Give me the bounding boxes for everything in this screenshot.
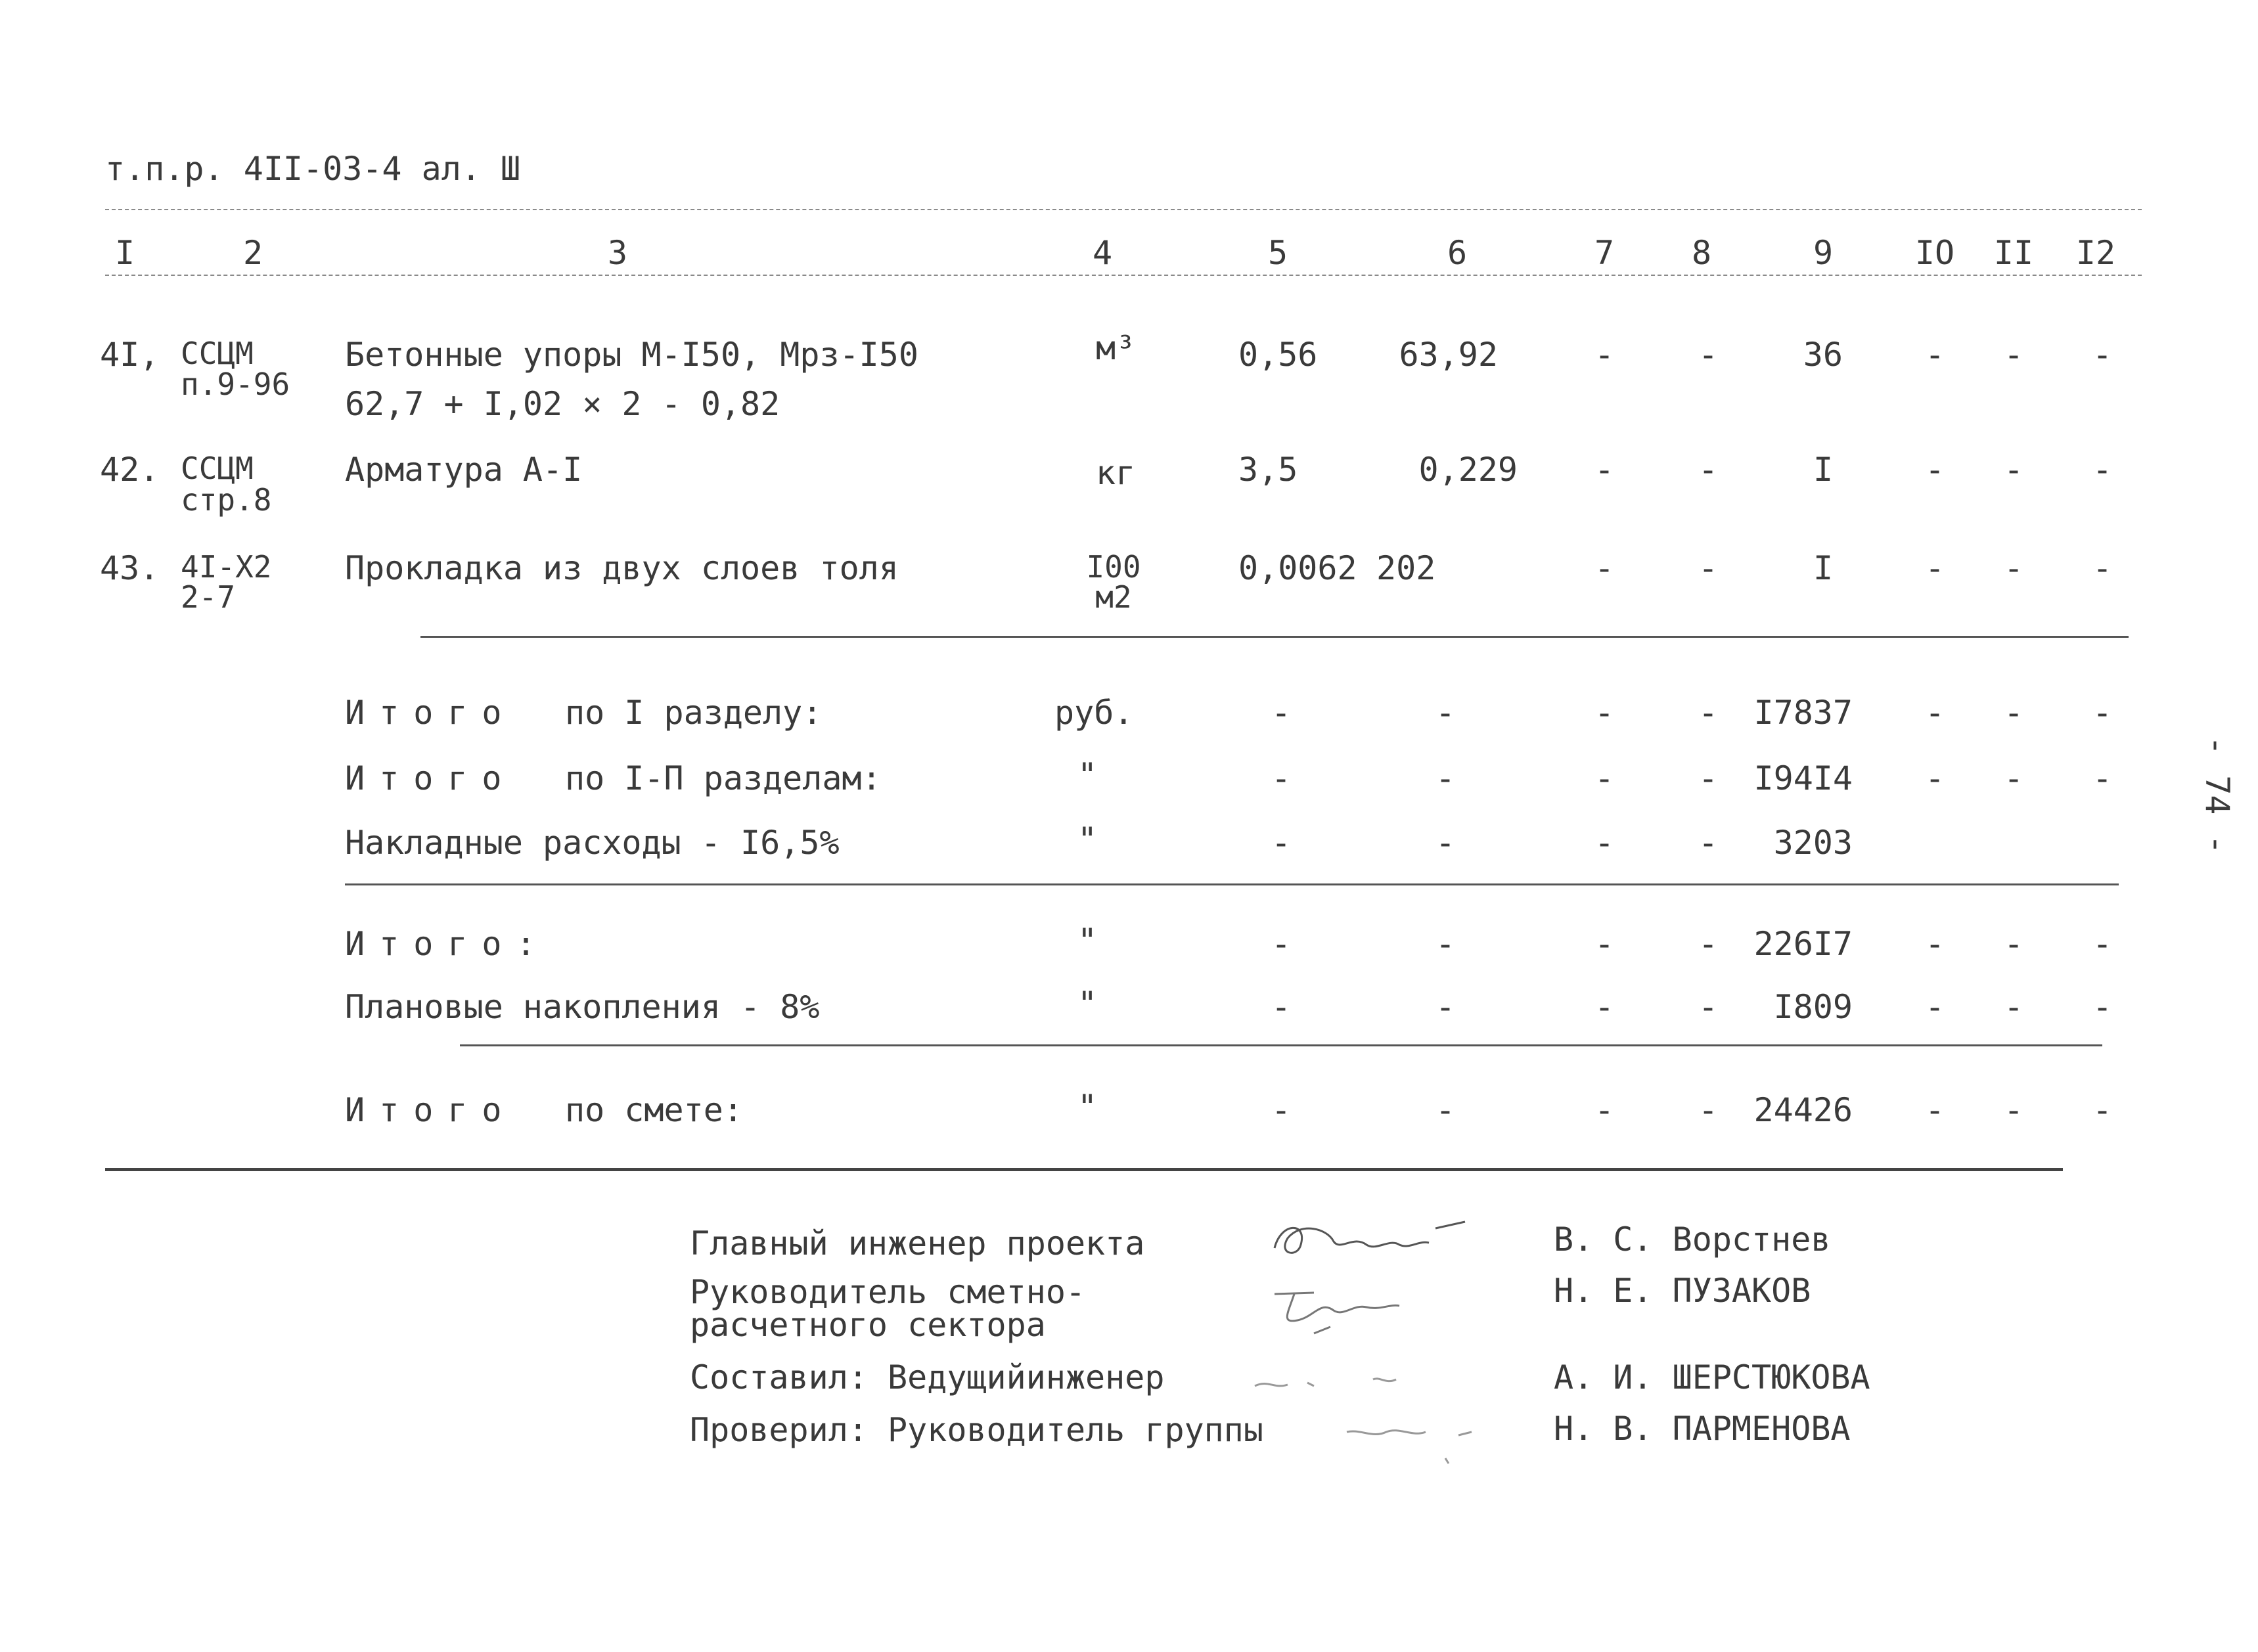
col-num-7: 7	[1594, 234, 1615, 272]
summary-col5: -	[1271, 824, 1292, 862]
row-unit: I00	[1086, 549, 1141, 585]
row-price: 63,92	[1399, 336, 1498, 374]
summary-unit: "	[1077, 985, 1098, 1023]
summary-col6: -	[1435, 759, 1456, 797]
summary-col5: -	[1271, 1091, 1292, 1129]
summary-col6: -	[1435, 925, 1456, 963]
summary-col7: -	[1594, 759, 1615, 797]
row-col10: -	[1924, 451, 1945, 489]
summary-col7: -	[1594, 988, 1615, 1026]
summary-col11: -	[2003, 759, 2024, 797]
row-col10: -	[1924, 336, 1945, 374]
summary-col9: I94I4	[1753, 759, 1853, 797]
summary-label: Плановые накопления - 8%	[345, 988, 820, 1026]
row-name: Арматура А-I	[345, 451, 583, 489]
row-col12: -	[2092, 451, 2113, 489]
summary-col11: -	[2003, 694, 2024, 732]
row-unit: м³	[1096, 329, 1136, 367]
row-reference: 4I-Х2	[181, 549, 272, 585]
summary-col8: -	[1698, 925, 1719, 963]
summary-col7: -	[1594, 925, 1615, 963]
row-col9: I	[1813, 549, 1834, 587]
col-num-2: 2	[242, 234, 263, 272]
summary-label-main: Итого	[345, 759, 516, 797]
header-rule	[105, 209, 2142, 210]
row-col8: -	[1698, 451, 1719, 489]
row-reference: ССЦМ	[181, 451, 254, 486]
row-quantity: 3,5	[1238, 451, 1298, 489]
summary-unit: "	[1077, 756, 1098, 794]
page-number: - 74 -	[2198, 736, 2236, 855]
summary-col6: -	[1435, 694, 1456, 732]
summary-col5: -	[1271, 694, 1292, 732]
summary-col10: -	[1924, 1091, 1945, 1129]
summary-col6: -	[1435, 824, 1456, 862]
row-col9: 36	[1803, 336, 1843, 374]
signature-role: Проверил: Руководитель группы	[690, 1411, 1263, 1449]
summary-label-main: Итого	[345, 1091, 516, 1129]
summary-col10: -	[1924, 759, 1945, 797]
items-total-rule	[420, 636, 2129, 638]
row-number: 42.	[100, 451, 160, 489]
col-num-4: 4	[1092, 234, 1113, 272]
summary-col5: -	[1271, 988, 1292, 1026]
row-col7: -	[1594, 336, 1615, 374]
summary-col8: -	[1698, 988, 1719, 1026]
row-number: 43.	[100, 549, 160, 587]
col-num-10: IO	[1914, 234, 1955, 272]
summary-col8: -	[1698, 694, 1719, 732]
signature-name: А. И. ШЕРСТЮКОВА	[1554, 1358, 1870, 1396]
col-num-12: I2	[2075, 234, 2116, 272]
summary-col10: -	[1924, 694, 1945, 732]
summary-col9: 226I7	[1753, 925, 1853, 963]
summary-col10: -	[1924, 988, 1945, 1026]
summary-col12: -	[2092, 988, 2113, 1026]
col-num-1: I	[114, 234, 135, 272]
summary-col5: -	[1271, 925, 1292, 963]
row-col7: -	[1594, 451, 1615, 489]
summary-unit: руб.	[1054, 694, 1134, 732]
summary-col11: -	[2003, 1091, 2024, 1129]
col-num-9: 9	[1813, 234, 1834, 272]
summary-label: по смете:	[565, 1091, 743, 1129]
summary-unit: "	[1077, 922, 1098, 960]
summary-col8: -	[1698, 1091, 1719, 1129]
col-num-11: II	[1993, 234, 2034, 272]
row-col7: -	[1594, 549, 1615, 587]
row-col11: -	[2003, 451, 2024, 489]
row-col9: I	[1813, 451, 1834, 489]
handwritten-signature	[1268, 1209, 1478, 1277]
column-header-rule	[105, 275, 2142, 276]
signature-role: Составил: Ведущийинженер	[690, 1358, 1165, 1396]
col-num-3: 3	[607, 234, 628, 272]
row-number: 4I,	[100, 336, 160, 374]
summary-unit: "	[1077, 820, 1098, 859]
summary-col12: -	[2092, 759, 2113, 797]
overhead-rule	[345, 883, 2119, 885]
handwritten-signature	[1248, 1360, 1458, 1402]
row-unit: м2	[1095, 579, 1132, 615]
signature-role: Главный инженер проекта	[690, 1224, 1145, 1262]
summary-col12: -	[2092, 1091, 2113, 1129]
summary-label-main: Итого	[345, 694, 516, 732]
col-num-6: 6	[1447, 234, 1468, 272]
summary-col12: -	[2092, 694, 2113, 732]
handwritten-signature	[1340, 1412, 1511, 1474]
row-name: Бетонные упоры М-I50, Мрз-I50	[345, 336, 918, 374]
summary-col9: 3203	[1773, 824, 1853, 862]
row-col11: -	[2003, 336, 2024, 374]
summary-label: по I-П разделам:	[565, 759, 882, 797]
row-quantity: 0,56	[1238, 336, 1318, 374]
summary-col9: I809	[1773, 988, 1853, 1026]
row-name: Прокладка из двух слоев толя	[345, 549, 899, 587]
row-quantity: 0,0062	[1238, 549, 1357, 587]
row-reference: ССЦМ	[181, 336, 254, 371]
row-col12: -	[2092, 336, 2113, 374]
summary-col10: -	[1924, 925, 1945, 963]
row-unit: кг	[1096, 454, 1136, 492]
row-reference: 2-7	[181, 579, 236, 615]
row-col10: -	[1924, 549, 1945, 587]
summary-col7: -	[1594, 694, 1615, 732]
summary-col8: -	[1698, 759, 1719, 797]
row-price: 202	[1376, 549, 1436, 587]
document-code: т.п.р. 4II-03-4 ал. Ш	[105, 150, 521, 188]
summary-col6: -	[1435, 1091, 1456, 1129]
summary-col11: -	[2003, 925, 2024, 963]
row-col8: -	[1698, 549, 1719, 587]
summary-col9: I7837	[1753, 694, 1853, 732]
row-col11: -	[2003, 549, 2024, 587]
summary-unit: "	[1077, 1088, 1098, 1126]
summary-col8: -	[1698, 824, 1719, 862]
col-num-8: 8	[1691, 234, 1712, 272]
summary-label-main: Итого:	[345, 925, 551, 963]
summary-col12: -	[2092, 925, 2113, 963]
signature-name: В. С. Ворстнев	[1554, 1220, 1831, 1259]
signature-role: Руководитель сметно-	[690, 1273, 1086, 1311]
accumulation-rule	[460, 1044, 2102, 1046]
summary-label: Накладные расходы - I6,5%	[345, 824, 840, 862]
summary-col7: -	[1594, 1091, 1615, 1129]
row-price: 0,229	[1418, 451, 1518, 489]
summary-col9: 24426	[1753, 1091, 1853, 1129]
row-reference: стр.8	[181, 482, 272, 518]
col-num-5: 5	[1267, 234, 1288, 272]
row-name: 62,7 + I,02 × 2 - 0,82	[345, 385, 780, 423]
summary-col6: -	[1435, 988, 1456, 1026]
summary-col7: -	[1594, 824, 1615, 862]
handwritten-signature	[1268, 1274, 1439, 1349]
summary-label: по I разделу:	[565, 694, 823, 732]
summary-col11: -	[2003, 988, 2024, 1026]
summary-col5: -	[1271, 759, 1292, 797]
row-reference: п.9-96	[181, 367, 290, 402]
signature-name: Н. В. ПАРМЕНОВА	[1554, 1410, 1851, 1448]
row-col12: -	[2092, 549, 2113, 587]
signature-role: расчетного сектора	[690, 1306, 1046, 1344]
row-col8: -	[1698, 336, 1719, 374]
signature-name: Н. Е. ПУЗАКОВ	[1554, 1272, 1811, 1310]
estimate-total-rule	[105, 1168, 2063, 1171]
